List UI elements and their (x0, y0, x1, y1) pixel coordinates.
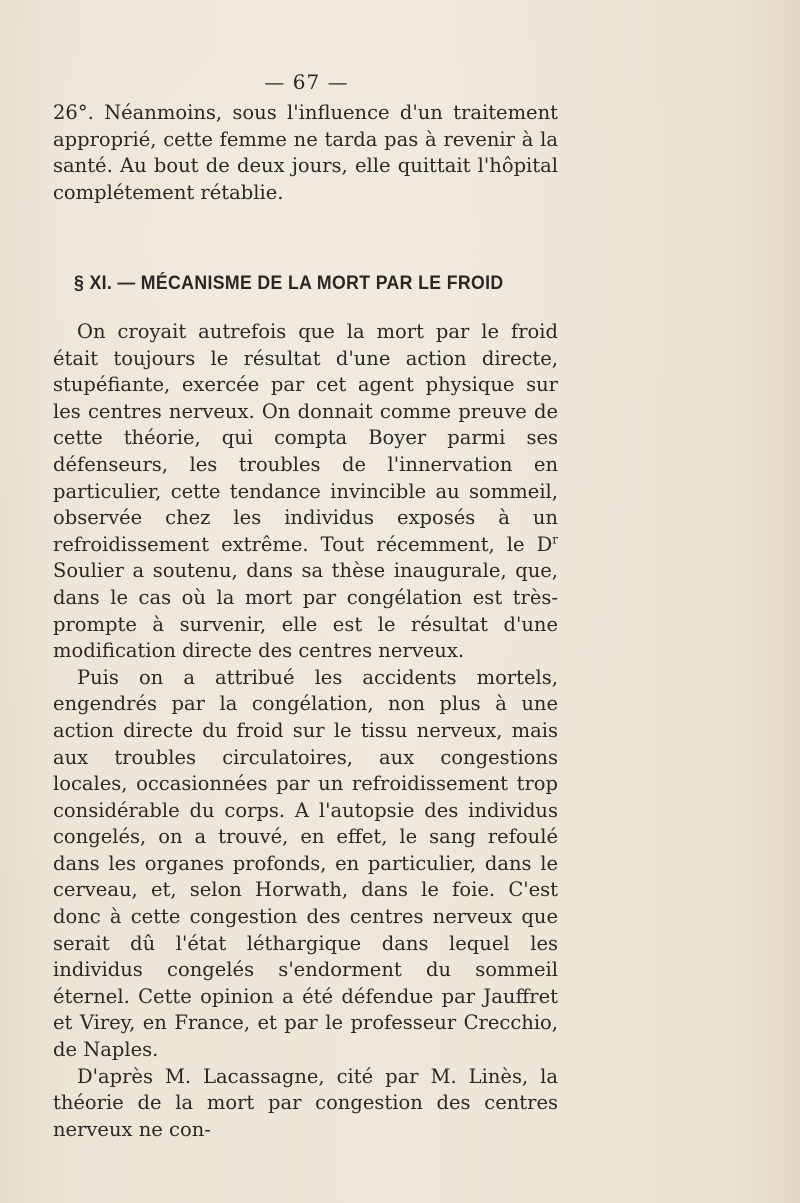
intro-text-block (53, 100, 558, 206)
paragraph-2: Puis on a attribué les accidents mortels, engendrés par la congélation, non plus à une action directe du froid sur le tissu nerveux, mais aux troubles circulatoires, aux congestions locales, occasionnées par un refroidissement trop considérable du corps. A l'autopsie des individus congelés, on a trouvé, en effet, le sang refoulé dans les organes profonds, en particulier, dans le cerveau, et, selon Horwath, dans le foie. C'est donc à cette congestion des centres nerveux que serait dû l'état léthargique dans lequel les individus congelés s'endorment du sommeil éternel. Cette opinion a été défendue par Jauffret et Virey, en France, et par le professeur Crecchio, de Naples. (53, 665, 558, 1062)
page-number: — 67 — (264, 70, 349, 94)
intro-paragraph: 26°. Néanmoins, sous l'influence d'un traitement approprié, cette femme ne tarda pas à revenir à la santé. Au bout de deux jours, elle quittait l'hôpital complétement rétablie. (53, 101, 558, 204)
paragraph-1 (53, 319, 558, 665)
paragraph-1-text-end: Soulier a soutenu, dans sa thèse inaugurale, que, dans le cas où la mort par congélation est très-prompte à survenir, elle est le résultat d'une modification directe des centres nerveux. (53, 559, 558, 663)
section-text-block (53, 319, 558, 1143)
section-heading: § XI. — MÉCANISME DE LA MORT PAR LE FROID (74, 273, 504, 294)
paragraph-3: D'après M. Lacassagne, cité par M. Linès, la théorie de la mort par congestion des centres nerveux ne con- (53, 1064, 558, 1141)
paragraph-1-text-start: On croyait autrefois que la mort par le froid était toujours le résultat d'une action directe, stupéfiante, exercée par cet agent physique sur les centres nerveux. On donnait comme preuve de cette théorie, qui compta Boyer parmi ses défenseurs, les troubles de l'innervation en particulier, cette tendance invincible au sommeil, observée chez les individus exposés à un refroidissement extrême. Tout récemment, le D (53, 320, 558, 556)
doctor-abbreviation-superscript: r (552, 532, 558, 547)
